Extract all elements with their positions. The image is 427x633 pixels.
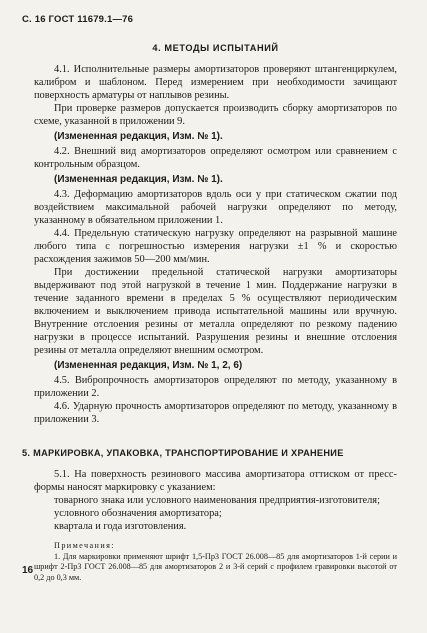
note-1: 1. Для маркировки применяют шрифт 1,5-Пр3 ГОСТ 26.008—85 для амортизаторов 1-й серии и шрифт 2-Пр3 ГОСТ 26.008—85 для амортизаторов 2 и 3-й серий с профилем гравировки высотой от 0,2 до 0,3 мм. — [34, 551, 397, 582]
paragraph-4-5: 4.5. Вибропрочность амортизаторов определяют по методу, указанному в приложении 2. — [34, 375, 397, 399]
section-4-title: 4. МЕТОДЫ ИСПЫТАНИЙ — [152, 43, 279, 53]
notes-block — [34, 541, 397, 583]
paragraph-4-1-note: При проверке размеров допускается производить сборку амортизаторов по схеме, указанной в приложении 9. — [34, 103, 397, 127]
page-number: 16 — [22, 565, 34, 576]
paragraph-4-1: 4.1. Исполнительные размеры амортизаторов проверяют штангенциркулем, калибром и шаблоном. Перед измерением при необходимости зачищают поверхность арматуры от наплывов резины. — [34, 64, 397, 101]
paragraph-5-1: 5.1. На поверхность резинового массива амортизатора оттиском от пресс-формы наносят маркировку с указанием: — [34, 469, 397, 493]
revision-note-2: (Измененная редакция, Изм. № 1). — [54, 174, 223, 185]
marking-item-trademark: товарного знака или условного наименования предприятия-изготовителя; — [54, 495, 380, 506]
paragraph-4-2: 4.2. Внешний вид амортизаторов определяют осмотром или сравнением с контрольным образцом. — [34, 146, 397, 170]
marking-item-designation: условного обозначения амортизатора; — [54, 508, 222, 519]
revision-note-3: (Измененная редакция, Изм. № 1, 2, 6) — [54, 360, 243, 371]
notes-title: Примечания: — [54, 541, 115, 550]
paragraph-4-3: 4.3. Деформацию амортизаторов вдоль оси y при статическом сжатии под воздействием максимальной рабочей нагрузки определяют по методу, указанному в обязательном приложении 1. — [34, 189, 397, 226]
paragraph-4-4: 4.4. Предельную статическую нагрузку определяют на разрывной машине любого типа с погрешностью измерения нагрузки ±1 % и скоростью расхождения зажимов 50—200 мм/мин. — [34, 228, 397, 265]
revision-note-1: (Измененная редакция, Изм. № 1). — [54, 131, 223, 142]
paragraph-4-4-detail: При достижении предельной статической нагрузки амортизаторы выдерживают под этой нагрузкой в течение 1 мин. Поддержание нагрузки в течение заданного времени в пределах 5 % осуществляют периодическим включением и выключением привода испытательной машины или вручную. Внутренние отслоения резины от металла определяют по резкому падению нагрузки в процессе испытаний. Разрушения резины и внешние отслоения резины от металла определяют внешним осмотром. — [34, 267, 397, 356]
section-5-title: 5. МАРКИРОВКА, УПАКОВКА, ТРАНСПОРТИРОВАНИЕ И ХРАНЕНИЕ — [22, 448, 344, 458]
marking-item-date: квартала и года изготовления. — [54, 521, 187, 532]
page-header: С. 16 ГОСТ 11679.1—76 — [22, 14, 134, 25]
paragraph-4-6: 4.6. Ударную прочность амортизаторов определяют по методу, указанному в приложении 3. — [34, 401, 397, 425]
